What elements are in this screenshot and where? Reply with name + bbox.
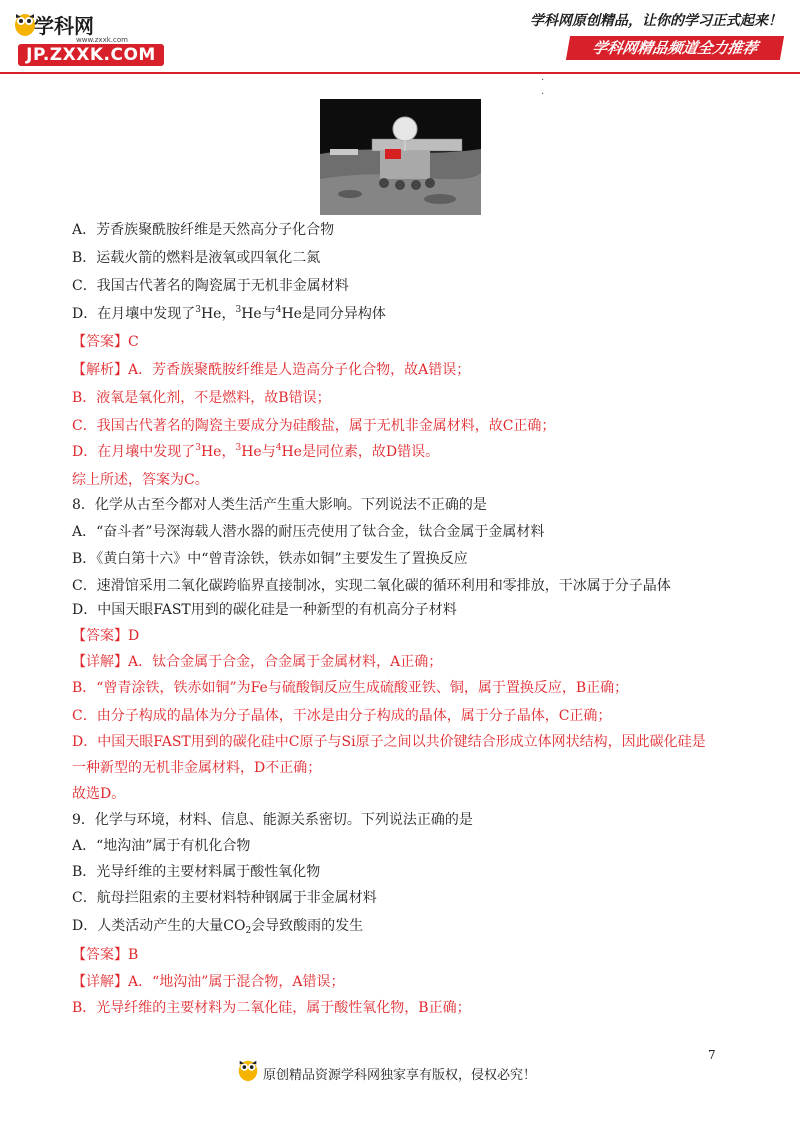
logo-subtitle: www.zxxk.com	[76, 36, 128, 44]
text-line	[72, 416, 555, 436]
subscript: 2	[245, 926, 252, 936]
logo-url: JP.ZXXK.COM	[18, 44, 164, 66]
text-span: B．《黄白第十六》中“曾青涂铁，铁赤如铜”主要发生了置换反应	[72, 551, 468, 567]
text-span: C．航母拦阻索的主要材料特种钢属于非金属材料	[72, 890, 377, 906]
lunar-rover-photo	[320, 99, 481, 215]
header-recommend-banner: 学科网精品频道全力推荐	[566, 36, 784, 60]
text-line	[72, 495, 487, 515]
text-line	[72, 576, 671, 596]
text-span: 9．化学与环境，材料、信息、能源关系密切。下列说法正确的是	[72, 812, 473, 828]
text-span: 故选D。	[72, 786, 126, 802]
text-span: He，	[200, 306, 236, 322]
text-line	[72, 549, 468, 569]
copyright-notice: 原创精品资源学科网独家享有版权，侵权必究！	[263, 1068, 537, 1083]
text-line	[72, 706, 611, 726]
zxxk-logo	[12, 8, 162, 68]
text-line	[72, 276, 349, 296]
text-line	[72, 248, 320, 268]
text-line	[72, 442, 439, 464]
formula-text: CO	[223, 918, 246, 934]
header-divider	[0, 72, 800, 74]
text-span: B．光导纤维的主要材料属于酸性氧化物	[72, 864, 321, 880]
text-line	[72, 945, 138, 965]
text-span: 与硫酸铜反应生成硫酸亚铁、铜，属于置换反应，B正确；	[267, 680, 629, 696]
text-span: 用到的碳化硅是一种新型的有机高分子材料	[190, 602, 457, 618]
text-span: He与	[241, 306, 276, 322]
text-span: D．人类活动产生的大量	[72, 918, 224, 934]
text-line	[72, 732, 706, 752]
text-span: B．光导纤维的主要材料为二氧化硅，属于酸性氧化物，B正确；	[72, 1000, 471, 1016]
superscript: 3	[195, 305, 201, 315]
text-line	[72, 332, 139, 352]
text-line	[72, 862, 320, 882]
text-line	[72, 626, 139, 646]
text-line	[72, 360, 470, 380]
text-span: 用到的碳化硅中C原子与	[190, 734, 342, 750]
text-line	[72, 652, 442, 672]
text-span: 一种新型的无机非金属材料，D不正确；	[72, 760, 322, 776]
text-span: He是同分异构体	[281, 306, 386, 322]
text-span: A．“地沟油”属于有机化合物	[72, 838, 251, 854]
text-span: D．中国天眼	[72, 734, 154, 750]
superscript: 3	[235, 305, 242, 315]
superscript: 4	[275, 443, 282, 453]
text-span: B．液氧是氧化剂，不是燃料，故B错误；	[72, 390, 331, 406]
page-header	[0, 0, 800, 100]
text-span: C．由分子构成的晶体为分子晶体，干冰是由分子构成的晶体，属于分子晶体，C正确；	[72, 708, 612, 724]
text-span: 【详解】A．钛合金属于合金，合金属于金属材料，A正确；	[72, 654, 443, 670]
text-span: C．我国古代著名的陶瓷属于无机非金属材料	[72, 278, 349, 294]
text-span: 【答案】B	[72, 947, 139, 963]
formula-text: FAST	[153, 734, 191, 750]
formula-text: FAST	[153, 602, 191, 618]
text-span: 8．化学从古至今都对人类生活产生重大影响。下列说法不正确的是	[72, 497, 487, 513]
text-span: 原子之间以共价键结合形成立体网状结构，因此碳化硅是	[355, 734, 706, 750]
text-line	[72, 810, 473, 830]
text-span: 【答案】D	[72, 628, 140, 644]
header-slogan: 学科网原创精品，让你的学习正式起来！	[530, 13, 782, 29]
text-span: A．芳香族聚酰胺纤维是天然高分子化合物	[72, 222, 335, 238]
text-line	[72, 600, 457, 620]
superscript: 3	[195, 443, 201, 453]
text-span: D．在月壤中发现了	[72, 444, 196, 460]
text-line	[72, 784, 125, 804]
text-span: He是同位素，故D错误。	[281, 444, 440, 460]
text-span: C．我国古代著名的陶瓷主要成分为硅酸盐，属于无机非金属材料，故C正确；	[72, 418, 556, 434]
text-line	[72, 304, 386, 326]
text-line	[72, 470, 209, 490]
text-line	[72, 916, 363, 938]
text-span: 综上所述，答案为C。	[72, 472, 209, 488]
decorative-dots: · ·	[541, 75, 545, 100]
superscript: 3	[235, 443, 242, 453]
text-line	[72, 888, 377, 908]
text-line	[72, 758, 321, 778]
text-line	[72, 220, 334, 240]
text-span: 会导致酸雨的发生	[251, 918, 364, 934]
text-line	[72, 972, 345, 992]
logo-title: 学科网	[34, 14, 94, 38]
owl-mascot-icon	[236, 1054, 260, 1084]
text-line	[72, 678, 628, 698]
text-span: A．“奋斗者”号深海载人潜水器的耐压壳使用了钛合金，钛合金属于金属材料	[72, 524, 545, 540]
superscript: 4	[275, 305, 282, 315]
text-line	[72, 388, 331, 408]
formula-text: Fe	[250, 680, 268, 696]
text-span: He，	[200, 444, 236, 460]
text-line	[72, 836, 250, 856]
page-footer	[0, 1040, 800, 1100]
text-line	[72, 998, 471, 1018]
text-span: B．运载火箭的燃料是液氧或四氧化二氮	[72, 250, 321, 266]
text-span: 【解析】A．芳香族聚酰胺纤维是人造高分子化合物，故A错误；	[72, 362, 471, 378]
text-span: B．“曾青涂铁，铁赤如铜”为	[72, 680, 251, 696]
text-span: C．速滑馆采用二氧化碳跨临界直接制冰，实现二氧化碳的循环利用和零排放，干冰属于分子晶体	[72, 578, 671, 594]
text-span: He与	[241, 444, 276, 460]
text-span: D．在月壤中发现了	[72, 306, 196, 322]
text-line	[72, 522, 544, 542]
text-span: D．中国天眼	[72, 602, 154, 618]
text-span: 【详解】A．“地沟油”属于混合物，A错误；	[72, 974, 345, 990]
text-span: 【答案】C	[72, 334, 139, 350]
page-number: 7	[708, 1048, 716, 1062]
formula-text: Si	[341, 734, 356, 750]
